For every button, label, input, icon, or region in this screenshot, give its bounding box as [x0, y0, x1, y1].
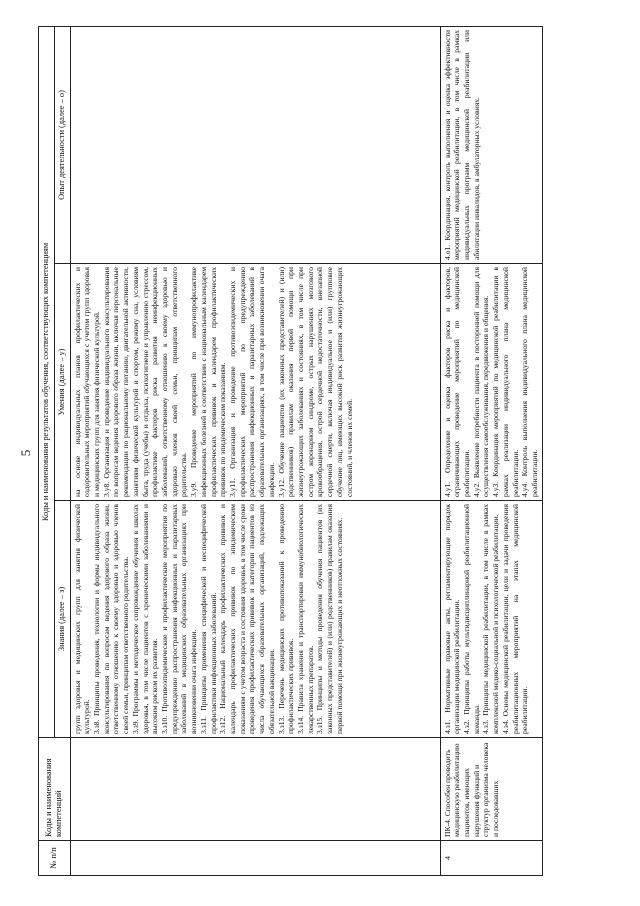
paragraph: на основе индивидуальных планов профилактических и оздоровительных мероприятий обучающихся с учетом групп здоровья и медицинских групп для занятия физической культурой.	[72, 267, 101, 497]
row2-knowledge	[440, 501, 542, 738]
rotated-page	[20, 20, 620, 886]
paragraph: групп здоровья и медицинских групп для занятия физической культурой.	[72, 504, 92, 734]
paragraph: 4.з1. Нормативные правовые акты, регламентирующие порядок организации медицинской реабилитации.	[442, 504, 462, 734]
paragraph: 4.у3. Координация мероприятий по медицинской реабилитации в рамках реализации индивидуального плана медицинской реабилитации.	[491, 267, 520, 497]
paragraph: 3.з12. Национальный календарь профилактических прививок и календарь профилактических прививок по эпидемическим показаниям с учетом возраста и состояния здоровья, в том числе сроки проведения профилактических прививок и категории пациентов из числа обучающихся образовательных организаций, подлежащих обязательной вакцинации.	[218, 504, 276, 734]
header-skills: Умения (далее – у)	[54, 264, 70, 501]
paragraph: 3.з9. Программы и методическое сопровождение обучения в школах здоровья, в том числе пациентов с хроническими заболеваниями и высоким риском их развития.	[130, 504, 160, 734]
paragraph: 3.з11. Принципы применения специфической и неспецифической профилактики инфекционных заболеваний.	[198, 504, 218, 734]
paragraph: 3.з10. Противоэпидемические и профилактические мероприятия по предупреждению распространения инфекционных и паразитарных заболеваний в медицинских образовательных организациях при возникновении очага инфекции.	[159, 504, 199, 734]
paragraph: 3.з13. Перечень медицинских противопоказаний к проведению профилактических прививок.	[276, 504, 296, 734]
header-knowledge: Знания (далее – з)	[54, 501, 70, 738]
header-num: № п/п	[39, 841, 71, 876]
table-header-row-1	[39, 27, 55, 876]
header-experience: Опыт деятельности (далее – о)	[54, 27, 70, 264]
row1-knowledge	[70, 501, 440, 738]
paragraph: 4.у1. Определение и оценка факторов риска и факторов, ограничивающих проведение мероприятий по медицинской реабилитации.	[442, 267, 471, 497]
page-number: 5	[18, 449, 33, 457]
row2-code: ПК-4. Способен проводить медицинскую реабилитацию пациентов, имеющих нарушения функций и структур организма человека и последовавших	[440, 738, 542, 841]
row1-num	[70, 841, 440, 876]
row2-experience: 4.о1. Координация, контроль выполнения и оценка эффективности мероприятий медицинской реабилитации, в том числе в рамках индивидуальных программ медицинской реабилитации или абилитации инвалидов, в амбулаторных условиях.	[440, 27, 542, 264]
paragraph: 4.у4. Контроль выполнения индивидуального плана медицинской реабилитации.	[520, 267, 539, 497]
paragraph: 4.з2. Принципы работы мультидисциплинарной реабилитационной команды.	[461, 504, 481, 734]
paragraph: 3.у12. Обучение пациентов (их законных представителей) и (или) родственников) правилам оказания первой помощи при жизнеугрожающих заболеваниях и состояниях, в том числе при остром коронарном синдроме, острых нарушениях мозгового кровообращения, острой сердечной недостаточности, внезапной сердечной смерти, включая индивидуальное и (или) групповое обучение лиц, имеющих высокий риск развития жизнеугрожающих состояний, и членов их семей.	[276, 267, 354, 497]
row2-num: 4	[440, 841, 542, 876]
table-row	[70, 27, 440, 876]
paragraph: 3.з8. Принципы проведения, технологии и формы индивидуального консультирования по вопросам ведения здорового образа жизни, ответственному отношению к своему здоровью и здоровью членов своей семьи, принципам ответственного родительства.	[91, 504, 131, 734]
paragraph: 3.у11. Организация и проведение противоэпидемических и профилактических мероприятий по предупреждению распространения инфекционных и паразитарных заболеваний в образовательных организациях, в том числе при возникновении очага инфекции.	[228, 267, 276, 497]
paragraph: 3.з15. Принципы и методы проведения обучения пациентов (их законных представителей) и (или) родственников) правилам оказания первой помощи при жизнеугрожающих и неотложных состояниях.	[315, 504, 344, 734]
row1-experience	[70, 27, 440, 264]
row1-skills	[70, 264, 440, 501]
row2-skills	[440, 264, 542, 501]
row1-code	[70, 738, 440, 841]
header-codes: Коды и наименования компетенций	[39, 738, 71, 841]
competency-table	[38, 26, 543, 876]
paragraph: 3.з14. Правила хранения и транспортировки иммунобиологических лекарственных препаратов.	[296, 504, 315, 734]
header-group: Коды и наименования результатов обучения, соответствующих компетенциям	[39, 27, 55, 738]
paragraph: 4.з4. Основы медицинской реабилитации, цели и задачи проведения реабилитационных мероприятий на этапах медицинской реабилитации.	[500, 504, 530, 734]
table-row	[440, 27, 542, 876]
paragraph: 4.з3. Принципы медицинской реабилитации, в том числе в рамках комплексной медико-социальной и психологической реабилитации.	[481, 504, 501, 734]
paragraph: 3.у8. Организация и проведение индивидуального консультирования по вопросам ведения здорового образа жизни, включая персональные рекомендации по рациональному питанию, двигательной активности, занятиям физической культурой и спортом, режиму сна, условиям быта, труда (учебы) и отдыха, психогигиене и управлению стрессом, профилактике факторов риска развития неинфекционных заболеваний, ответственному отношению к своему здоровью и здоровью членов своей семьи, принципам ответственного родительства.	[101, 267, 189, 497]
paragraph: 3.у9. Проведение мероприятий по иммунопрофилактике инфекционных болезней в соответствии с национальным календарем профилактических прививок и календарем профилактических прививок по эпидемическим показаниям.	[189, 267, 228, 497]
paragraph: 4.у2. Выявление потребности пациента в посторонней помощи для осуществления самообслуживания, передвижения и общения.	[471, 267, 491, 497]
